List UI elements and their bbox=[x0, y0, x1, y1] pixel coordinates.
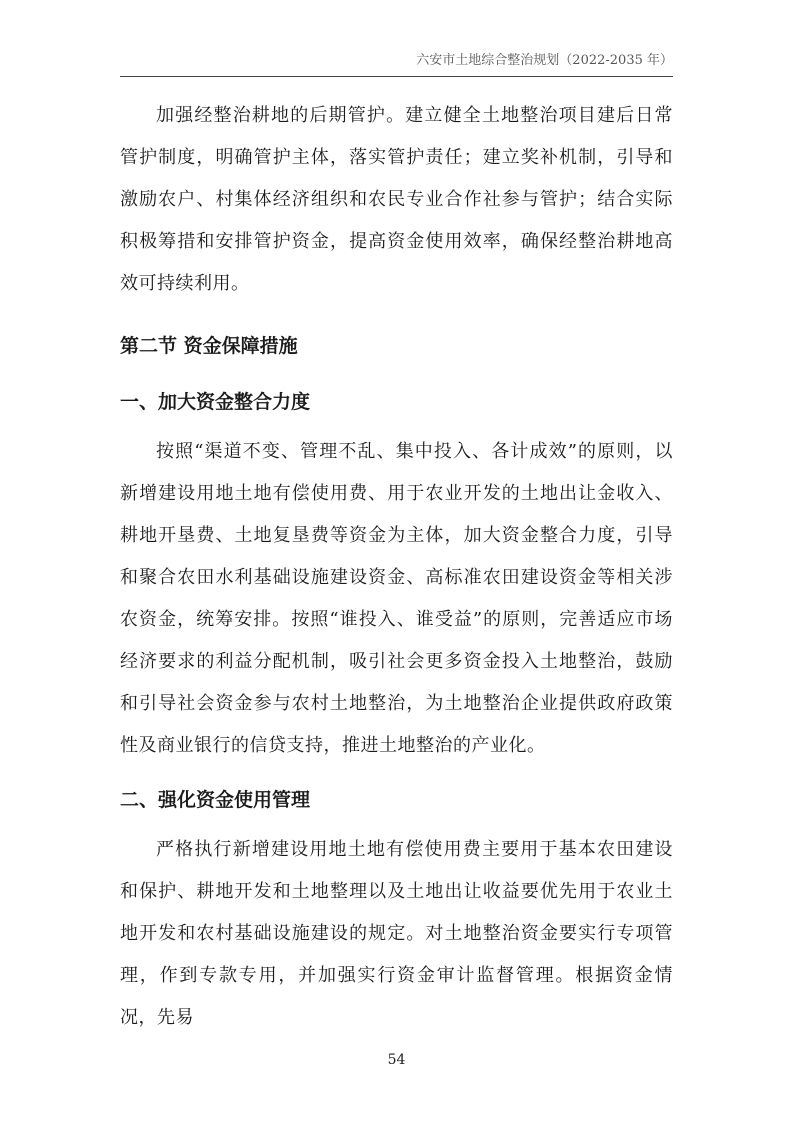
paragraph-maintenance: 加强经整治耕地的后期管护。建立健全土地整治项目建后日常管护制度，明确管护主体，落实管护责任；建立奖补机制，引导和激励农户、村集体经济组织和农民专业合作社参与管护；结合实际积极筹措和安排管护资金，提高资金使用效率，确保经整治耕地高效可持续利用。 bbox=[120, 105, 673, 294]
subsection-heading-1: 一、加大资金整合力度 bbox=[120, 391, 311, 413]
page-footer bbox=[0, 1052, 793, 1068]
running-header bbox=[120, 52, 673, 77]
paragraph-fund-integration: 按照“渠道不变、管理不乱、集中投入、各计成效”的原则，以新增建设用地土地有偿使用费、用于农业开发的土地出让金收入、耕地开垦费、土地复垦费等资金为主体，加大资金整合力度，引导和聚合农田水利基础设施建设资金、高标准农田建设资金等相关涉农资金，统筹安排。按照“谁投入、谁受益”的原则，完善适应市场经济要求的利益分配机制，吸引社会更多资金投入土地整治，鼓励和引导社会资金参与农村土地整治，为土地整治企业提供政府政策性及商业银行的信贷支持，推进土地整治的产业化。 bbox=[120, 441, 673, 756]
paragraph-fund-management: 严格执行新增建设用地土地有偿使用费主要用于基本农田建设和保护、耕地开发和土地整理以及土地出让收益要优先用于农业土地开发和农村基础设施建设的规定。对土地整治资金要实行专项管理，作到专款专用，并加强实行资金审计监督管理。根据资金情况，先易 bbox=[120, 839, 673, 1028]
page-number: 54 bbox=[387, 1052, 406, 1068]
section-heading: 第二节 资金保障措施 bbox=[120, 335, 298, 357]
subsection-heading-2: 二、强化资金使用管理 bbox=[120, 789, 311, 811]
header-title: 六安市土地综合整治规划（2022-2035 年） bbox=[416, 53, 673, 68]
page-content bbox=[120, 95, 673, 1039]
